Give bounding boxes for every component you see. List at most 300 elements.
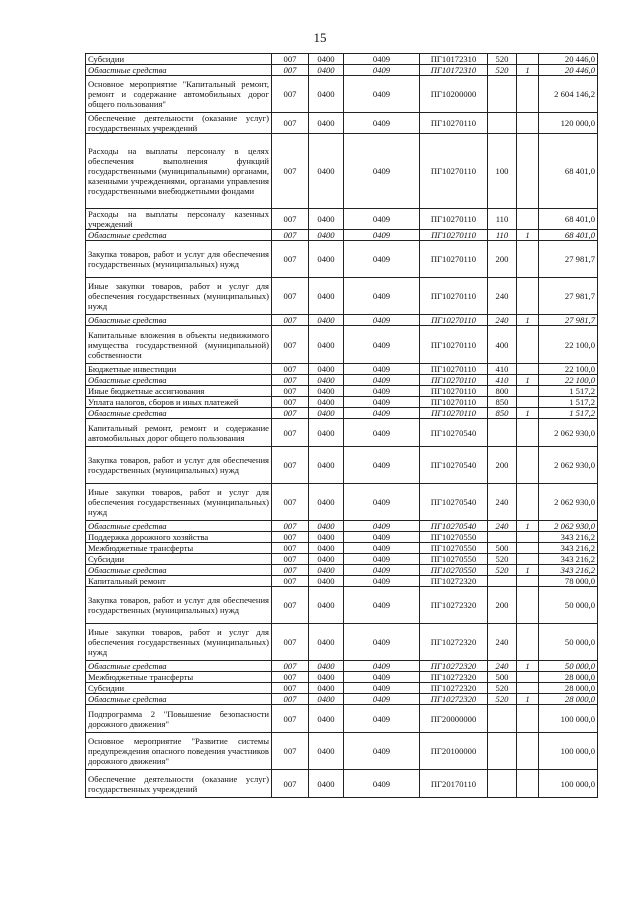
row-grbs: 007 bbox=[272, 65, 309, 76]
row-grbs: 007 bbox=[272, 705, 309, 733]
row-source bbox=[517, 733, 539, 770]
row-expense-type: 200 bbox=[488, 241, 517, 278]
row-source bbox=[517, 54, 539, 65]
row-expense-type bbox=[488, 770, 517, 798]
row-target-article: ПГ10270110 bbox=[420, 134, 488, 209]
row-source bbox=[517, 532, 539, 543]
row-target-article: ПГ10272320 bbox=[420, 587, 488, 624]
row-grbs: 007 bbox=[272, 419, 309, 447]
row-name: Закупка товаров, работ и услуг для обеспечения государственных (муниципальных) нужд bbox=[86, 241, 272, 278]
row-expense-type: 410 bbox=[488, 364, 517, 375]
row-source bbox=[517, 672, 539, 683]
row-target-article: ПГ10270110 bbox=[420, 113, 488, 134]
row-subsection: 0409 bbox=[344, 278, 420, 315]
row-grbs: 007 bbox=[272, 587, 309, 624]
row-name: Субсидии bbox=[86, 683, 272, 694]
row-section: 0400 bbox=[309, 554, 344, 565]
row-grbs: 007 bbox=[272, 683, 309, 694]
row-source bbox=[517, 705, 539, 733]
row-section: 0400 bbox=[309, 733, 344, 770]
row-grbs: 007 bbox=[272, 386, 309, 397]
row-expense-type: 240 bbox=[488, 315, 517, 326]
row-section: 0400 bbox=[309, 113, 344, 134]
row-source bbox=[517, 113, 539, 134]
row-grbs: 007 bbox=[272, 397, 309, 408]
table-row bbox=[86, 705, 598, 733]
row-section: 0400 bbox=[309, 54, 344, 65]
row-name: Основное мероприятие "Развитие системы предупреждения опасного поведения участников дорожного движения" bbox=[86, 733, 272, 770]
table-row bbox=[86, 386, 598, 397]
row-subsection: 0409 bbox=[344, 521, 420, 532]
row-section: 0400 bbox=[309, 386, 344, 397]
table-row bbox=[86, 209, 598, 230]
row-grbs: 007 bbox=[272, 543, 309, 554]
row-target-article: ПГ10270540 bbox=[420, 447, 488, 484]
row-section: 0400 bbox=[309, 532, 344, 543]
row-source: 1 bbox=[517, 661, 539, 672]
row-grbs: 007 bbox=[272, 364, 309, 375]
row-section: 0400 bbox=[309, 230, 344, 241]
row-subsection: 0409 bbox=[344, 241, 420, 278]
row-target-article: ПГ10270540 bbox=[420, 521, 488, 532]
row-amount: 120 000,0 bbox=[539, 113, 598, 134]
row-target-article: ПГ10270110 bbox=[420, 315, 488, 326]
row-source bbox=[517, 543, 539, 554]
row-source bbox=[517, 587, 539, 624]
row-source bbox=[517, 386, 539, 397]
row-target-article: ПГ10270110 bbox=[420, 364, 488, 375]
row-name: Бюджетные инвестиции bbox=[86, 364, 272, 375]
row-name: Основное мероприятие "Капитальный ремонт, ремонт и содержание автомобильных дорог общего пользования" bbox=[86, 76, 272, 113]
row-expense-type: 520 bbox=[488, 54, 517, 65]
row-section: 0400 bbox=[309, 65, 344, 76]
row-subsection: 0409 bbox=[344, 326, 420, 364]
table-row bbox=[86, 76, 598, 113]
row-expense-type: 520 bbox=[488, 554, 517, 565]
row-expense-type bbox=[488, 113, 517, 134]
row-amount: 343 216,2 bbox=[539, 532, 598, 543]
table-row bbox=[86, 278, 598, 315]
row-grbs: 007 bbox=[272, 326, 309, 364]
row-amount: 1 517,2 bbox=[539, 397, 598, 408]
row-source bbox=[517, 683, 539, 694]
table-row bbox=[86, 326, 598, 364]
row-grbs: 007 bbox=[272, 733, 309, 770]
row-name: Уплата налогов, сборов и иных платежей bbox=[86, 397, 272, 408]
row-source: 1 bbox=[517, 315, 539, 326]
row-section: 0400 bbox=[309, 326, 344, 364]
row-expense-type: 240 bbox=[488, 484, 517, 521]
row-source bbox=[517, 419, 539, 447]
row-name: Субсидии bbox=[86, 54, 272, 65]
row-amount: 22 100,0 bbox=[539, 364, 598, 375]
row-name: Закупка товаров, работ и услуг для обеспечения государственных (муниципальных) нужд bbox=[86, 587, 272, 624]
row-target-article: ПГ10270110 bbox=[420, 326, 488, 364]
row-section: 0400 bbox=[309, 278, 344, 315]
row-name: Закупка товаров, работ и услуг для обеспечения государственных (муниципальных) нужд bbox=[86, 447, 272, 484]
row-target-article: ПГ10172310 bbox=[420, 54, 488, 65]
row-grbs: 007 bbox=[272, 694, 309, 705]
row-subsection: 0409 bbox=[344, 683, 420, 694]
row-amount: 20 446,0 bbox=[539, 65, 598, 76]
row-source: 1 bbox=[517, 408, 539, 419]
row-name: Обеспечение деятельности (оказание услуг) государственных учреждений bbox=[86, 113, 272, 134]
row-grbs: 007 bbox=[272, 770, 309, 798]
row-amount: 68 401,0 bbox=[539, 230, 598, 241]
row-source bbox=[517, 364, 539, 375]
row-subsection: 0409 bbox=[344, 661, 420, 672]
row-amount: 22 100,0 bbox=[539, 326, 598, 364]
table-row bbox=[86, 521, 598, 532]
row-name: Областные средства bbox=[86, 315, 272, 326]
row-subsection: 0409 bbox=[344, 113, 420, 134]
table-row bbox=[86, 484, 598, 521]
row-subsection: 0409 bbox=[344, 386, 420, 397]
row-expense-type: 240 bbox=[488, 278, 517, 315]
table-row bbox=[86, 624, 598, 661]
row-subsection: 0409 bbox=[344, 375, 420, 386]
row-target-article: ПГ10270110 bbox=[420, 230, 488, 241]
row-source bbox=[517, 770, 539, 798]
table-row bbox=[86, 230, 598, 241]
row-expense-type: 520 bbox=[488, 694, 517, 705]
row-amount: 27 981,7 bbox=[539, 315, 598, 326]
table-row bbox=[86, 770, 598, 798]
row-subsection: 0409 bbox=[344, 447, 420, 484]
row-amount: 50 000,0 bbox=[539, 624, 598, 661]
row-name: Областные средства bbox=[86, 65, 272, 76]
row-section: 0400 bbox=[309, 134, 344, 209]
row-source bbox=[517, 278, 539, 315]
row-name: Областные средства bbox=[86, 230, 272, 241]
row-grbs: 007 bbox=[272, 661, 309, 672]
row-section: 0400 bbox=[309, 408, 344, 419]
row-grbs: 007 bbox=[272, 484, 309, 521]
row-name: Расходы на выплаты персоналу в целях обеспечения выполнения функций государственными (муниципальными) органами, казенными учреждениями, органами управления государственными внебюджетными фондами bbox=[86, 134, 272, 209]
row-target-article: ПГ10272320 bbox=[420, 672, 488, 683]
table-row bbox=[86, 241, 598, 278]
table-row bbox=[86, 54, 598, 65]
row-amount: 343 216,2 bbox=[539, 565, 598, 576]
row-expense-type: 400 bbox=[488, 326, 517, 364]
row-expense-type bbox=[488, 532, 517, 543]
row-subsection: 0409 bbox=[344, 54, 420, 65]
row-section: 0400 bbox=[309, 397, 344, 408]
row-subsection: 0409 bbox=[344, 624, 420, 661]
row-amount: 100 000,0 bbox=[539, 733, 598, 770]
row-target-article: ПГ10270110 bbox=[420, 386, 488, 397]
row-section: 0400 bbox=[309, 661, 344, 672]
row-target-article: ПГ20100000 bbox=[420, 733, 488, 770]
row-amount: 28 000,0 bbox=[539, 694, 598, 705]
row-name: Капитальный ремонт, ремонт и содержание автомобильных дорог общего пользования bbox=[86, 419, 272, 447]
row-grbs: 007 bbox=[272, 134, 309, 209]
row-section: 0400 bbox=[309, 543, 344, 554]
row-subsection: 0409 bbox=[344, 65, 420, 76]
row-source bbox=[517, 447, 539, 484]
row-source: 1 bbox=[517, 565, 539, 576]
row-expense-type: 240 bbox=[488, 661, 517, 672]
row-expense-type: 850 bbox=[488, 408, 517, 419]
table-row bbox=[86, 565, 598, 576]
table-row bbox=[86, 532, 598, 543]
budget-table bbox=[85, 53, 598, 798]
row-amount: 2 604 146,2 bbox=[539, 76, 598, 113]
row-name: Субсидии bbox=[86, 554, 272, 565]
row-source bbox=[517, 241, 539, 278]
table-row bbox=[86, 419, 598, 447]
row-section: 0400 bbox=[309, 447, 344, 484]
row-grbs: 007 bbox=[272, 113, 309, 134]
row-section: 0400 bbox=[309, 364, 344, 375]
row-name: Областные средства bbox=[86, 661, 272, 672]
row-expense-type: 500 bbox=[488, 672, 517, 683]
row-grbs: 007 bbox=[272, 521, 309, 532]
row-subsection: 0409 bbox=[344, 705, 420, 733]
row-source: 1 bbox=[517, 375, 539, 386]
row-expense-type: 410 bbox=[488, 375, 517, 386]
row-expense-type: 520 bbox=[488, 683, 517, 694]
row-name: Областные средства bbox=[86, 694, 272, 705]
row-expense-type: 520 bbox=[488, 65, 517, 76]
row-amount: 2 062 930,0 bbox=[539, 521, 598, 532]
row-target-article: ПГ10272320 bbox=[420, 624, 488, 661]
row-subsection: 0409 bbox=[344, 587, 420, 624]
row-subsection: 0409 bbox=[344, 733, 420, 770]
row-grbs: 007 bbox=[272, 230, 309, 241]
row-subsection: 0409 bbox=[344, 408, 420, 419]
row-subsection: 0409 bbox=[344, 484, 420, 521]
row-target-article: ПГ10270550 bbox=[420, 565, 488, 576]
row-amount: 28 000,0 bbox=[539, 672, 598, 683]
row-expense-type: 100 bbox=[488, 134, 517, 209]
row-expense-type bbox=[488, 733, 517, 770]
row-section: 0400 bbox=[309, 484, 344, 521]
row-amount: 22 100,0 bbox=[539, 375, 598, 386]
row-section: 0400 bbox=[309, 672, 344, 683]
row-section: 0400 bbox=[309, 683, 344, 694]
row-expense-type: 500 bbox=[488, 543, 517, 554]
row-expense-type bbox=[488, 576, 517, 587]
row-section: 0400 bbox=[309, 521, 344, 532]
row-grbs: 007 bbox=[272, 624, 309, 661]
row-grbs: 007 bbox=[272, 532, 309, 543]
row-expense-type: 240 bbox=[488, 521, 517, 532]
row-target-article: ПГ10270110 bbox=[420, 408, 488, 419]
row-subsection: 0409 bbox=[344, 76, 420, 113]
row-target-article: ПГ20000000 bbox=[420, 705, 488, 733]
row-subsection: 0409 bbox=[344, 134, 420, 209]
row-expense-type: 520 bbox=[488, 565, 517, 576]
row-subsection: 0409 bbox=[344, 315, 420, 326]
table-row bbox=[86, 134, 598, 209]
row-amount: 1 517,2 bbox=[539, 408, 598, 419]
row-section: 0400 bbox=[309, 76, 344, 113]
row-grbs: 007 bbox=[272, 315, 309, 326]
row-subsection: 0409 bbox=[344, 554, 420, 565]
row-name: Областные средства bbox=[86, 375, 272, 386]
row-target-article: ПГ10270550 bbox=[420, 543, 488, 554]
row-amount: 2 062 930,0 bbox=[539, 484, 598, 521]
row-subsection: 0409 bbox=[344, 565, 420, 576]
row-grbs: 007 bbox=[272, 554, 309, 565]
row-grbs: 007 bbox=[272, 241, 309, 278]
table-row bbox=[86, 364, 598, 375]
row-subsection: 0409 bbox=[344, 672, 420, 683]
row-grbs: 007 bbox=[272, 447, 309, 484]
table-row bbox=[86, 447, 598, 484]
row-source bbox=[517, 209, 539, 230]
row-subsection: 0409 bbox=[344, 770, 420, 798]
table-row bbox=[86, 694, 598, 705]
row-expense-type bbox=[488, 76, 517, 113]
row-section: 0400 bbox=[309, 375, 344, 386]
row-expense-type: 800 bbox=[488, 386, 517, 397]
table-row bbox=[86, 733, 598, 770]
row-source: 1 bbox=[517, 694, 539, 705]
row-amount: 2 062 930,0 bbox=[539, 419, 598, 447]
row-expense-type: 200 bbox=[488, 447, 517, 484]
row-expense-type bbox=[488, 705, 517, 733]
row-name: Межбюджетные трансферты bbox=[86, 672, 272, 683]
row-source bbox=[517, 624, 539, 661]
row-amount: 343 216,2 bbox=[539, 543, 598, 554]
row-source bbox=[517, 326, 539, 364]
row-amount: 50 000,0 bbox=[539, 661, 598, 672]
row-source: 1 bbox=[517, 230, 539, 241]
row-target-article: ПГ10272320 bbox=[420, 683, 488, 694]
row-subsection: 0409 bbox=[344, 209, 420, 230]
row-name: Иные бюджетные ассигнования bbox=[86, 386, 272, 397]
table-row bbox=[86, 661, 598, 672]
row-target-article: ПГ10272320 bbox=[420, 661, 488, 672]
table-row bbox=[86, 375, 598, 386]
row-expense-type: 110 bbox=[488, 230, 517, 241]
row-amount: 68 401,0 bbox=[539, 209, 598, 230]
row-target-article: ПГ10270110 bbox=[420, 209, 488, 230]
row-amount: 20 446,0 bbox=[539, 54, 598, 65]
row-amount: 343 216,2 bbox=[539, 554, 598, 565]
table-row bbox=[86, 683, 598, 694]
row-subsection: 0409 bbox=[344, 230, 420, 241]
row-name: Поддержка дорожного хозяйства bbox=[86, 532, 272, 543]
row-target-article: ПГ10270110 bbox=[420, 375, 488, 386]
row-name: Иные закупки товаров, работ и услуг для обеспечения государственных (муниципальных) нужд bbox=[86, 278, 272, 315]
row-source bbox=[517, 134, 539, 209]
row-expense-type: 850 bbox=[488, 397, 517, 408]
row-name: Иные закупки товаров, работ и услуг для обеспечения государственных (муниципальных) нужд bbox=[86, 484, 272, 521]
row-grbs: 007 bbox=[272, 209, 309, 230]
row-target-article: ПГ10270110 bbox=[420, 397, 488, 408]
table-row bbox=[86, 397, 598, 408]
row-target-article: ПГ10272320 bbox=[420, 576, 488, 587]
row-section: 0400 bbox=[309, 315, 344, 326]
row-amount: 100 000,0 bbox=[539, 770, 598, 798]
row-section: 0400 bbox=[309, 770, 344, 798]
row-amount: 27 981,7 bbox=[539, 278, 598, 315]
row-source: 1 bbox=[517, 521, 539, 532]
row-source bbox=[517, 576, 539, 587]
row-grbs: 007 bbox=[272, 576, 309, 587]
table-row bbox=[86, 587, 598, 624]
row-target-article: ПГ10270540 bbox=[420, 484, 488, 521]
row-expense-type: 200 bbox=[488, 587, 517, 624]
row-target-article: ПГ10200000 bbox=[420, 76, 488, 113]
row-subsection: 0409 bbox=[344, 364, 420, 375]
row-subsection: 0409 bbox=[344, 543, 420, 554]
row-name: Межбюджетные трансферты bbox=[86, 543, 272, 554]
row-section: 0400 bbox=[309, 587, 344, 624]
row-amount: 78 000,0 bbox=[539, 576, 598, 587]
row-target-article: ПГ10270540 bbox=[420, 419, 488, 447]
row-expense-type: 110 bbox=[488, 209, 517, 230]
row-name: Иные закупки товаров, работ и услуг для обеспечения государственных (муниципальных) нужд bbox=[86, 624, 272, 661]
table-row bbox=[86, 315, 598, 326]
row-grbs: 007 bbox=[272, 278, 309, 315]
row-target-article: ПГ10270110 bbox=[420, 278, 488, 315]
row-section: 0400 bbox=[309, 209, 344, 230]
row-target-article: ПГ10272320 bbox=[420, 694, 488, 705]
row-amount: 50 000,0 bbox=[539, 587, 598, 624]
row-grbs: 007 bbox=[272, 408, 309, 419]
row-grbs: 007 bbox=[272, 565, 309, 576]
row-source bbox=[517, 397, 539, 408]
row-amount: 68 401,0 bbox=[539, 134, 598, 209]
row-section: 0400 bbox=[309, 241, 344, 278]
row-section: 0400 bbox=[309, 705, 344, 733]
row-target-article: ПГ10172310 bbox=[420, 65, 488, 76]
row-name: Областные средства bbox=[86, 408, 272, 419]
row-subsection: 0409 bbox=[344, 419, 420, 447]
row-amount: 28 000,0 bbox=[539, 683, 598, 694]
row-expense-type: 240 bbox=[488, 624, 517, 661]
row-subsection: 0409 bbox=[344, 576, 420, 587]
row-name: Расходы на выплаты персоналу казенных учреждений bbox=[86, 209, 272, 230]
row-name: Капитальные вложения в объекты недвижимого имущества государственной (муниципальной) собственности bbox=[86, 326, 272, 364]
table-row bbox=[86, 113, 598, 134]
row-name: Обеспечение деятельности (оказание услуг) государственных учреждений bbox=[86, 770, 272, 798]
row-expense-type bbox=[488, 419, 517, 447]
row-target-article: ПГ10270550 bbox=[420, 554, 488, 565]
row-name: Областные средства bbox=[86, 565, 272, 576]
row-amount: 1 517,2 bbox=[539, 386, 598, 397]
row-section: 0400 bbox=[309, 624, 344, 661]
row-source bbox=[517, 76, 539, 113]
row-source bbox=[517, 484, 539, 521]
row-source: 1 bbox=[517, 65, 539, 76]
table-row bbox=[86, 543, 598, 554]
table-row bbox=[86, 408, 598, 419]
row-subsection: 0409 bbox=[344, 397, 420, 408]
row-grbs: 007 bbox=[272, 375, 309, 386]
row-subsection: 0409 bbox=[344, 694, 420, 705]
row-section: 0400 bbox=[309, 694, 344, 705]
row-target-article: ПГ10270110 bbox=[420, 241, 488, 278]
table-row bbox=[86, 672, 598, 683]
row-section: 0400 bbox=[309, 576, 344, 587]
row-section: 0400 bbox=[309, 565, 344, 576]
row-target-article: ПГ10270550 bbox=[420, 532, 488, 543]
page-number: 15 bbox=[313, 30, 327, 45]
table-row bbox=[86, 65, 598, 76]
row-name: Областные средства bbox=[86, 521, 272, 532]
row-section: 0400 bbox=[309, 419, 344, 447]
row-grbs: 007 bbox=[272, 672, 309, 683]
row-name: Подпрограмма 2 "Повышение безопасности дорожного движения" bbox=[86, 705, 272, 733]
row-subsection: 0409 bbox=[344, 532, 420, 543]
row-amount: 100 000,0 bbox=[539, 705, 598, 733]
row-grbs: 007 bbox=[272, 76, 309, 113]
